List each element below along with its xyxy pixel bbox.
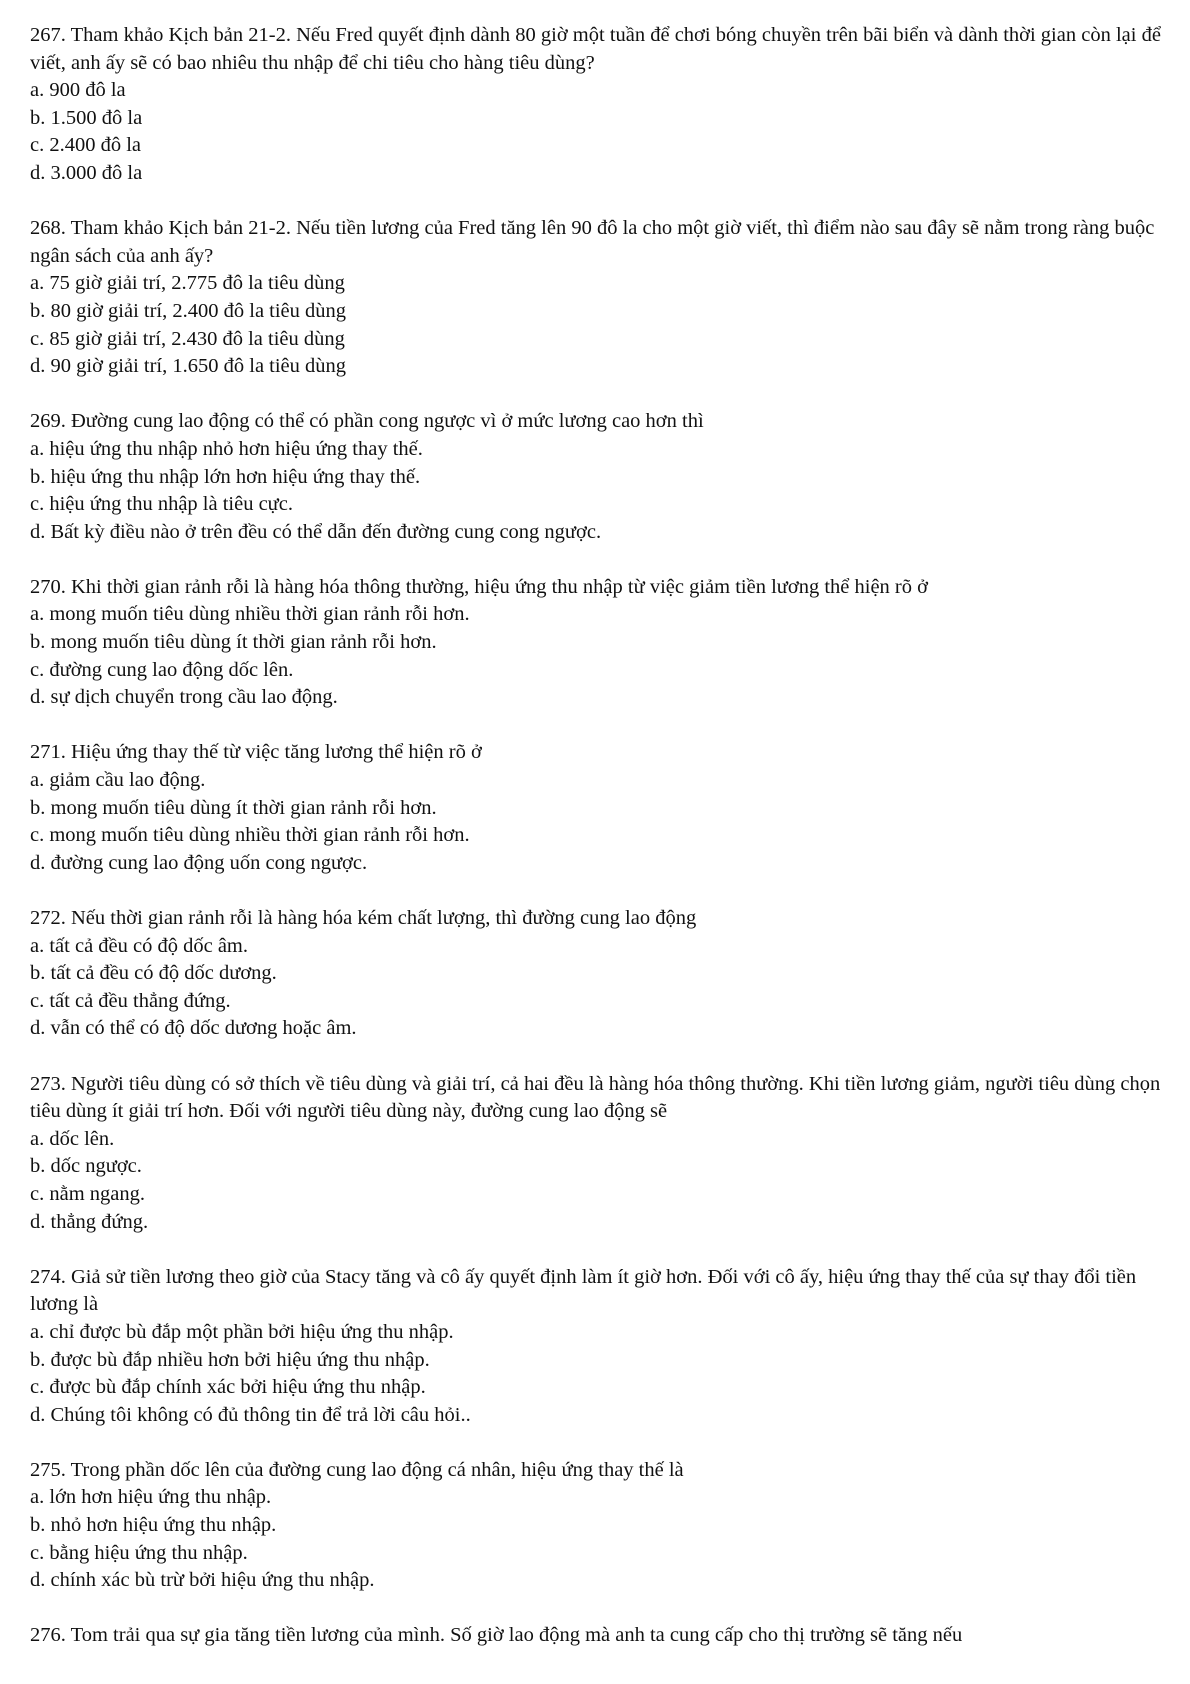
- question-268: [30, 215, 1170, 381]
- answer-option-c: c. mong muốn tiêu dùng nhiều thời gian rảnh rỗi hơn.: [30, 824, 470, 847]
- answer-option-b: b. 80 giờ giải trí, 2.400 đô la tiêu dùng: [30, 299, 347, 322]
- answer-option-d: d. vẫn có thể có độ dốc dương hoặc âm.: [30, 1017, 357, 1040]
- answer-option-b: b. được bù đắp nhiều hơn bởi hiệu ứng thu nhập.: [30, 1348, 430, 1371]
- question-text: 267. Tham khảo Kịch bản 21-2. Nếu Fred quyết định dành 80 giờ một tuần để chơi bóng chuyền trên bãi biển và dành thời gian còn lại để viết, anh ấy sẽ có bao nhiêu thu nhập để chi tiêu cho hàng tiêu dùng?: [30, 24, 1161, 74]
- answer-option-a: a. 75 giờ giải trí, 2.775 đô la tiêu dùng: [30, 272, 345, 295]
- answer-options: [30, 1319, 1170, 1429]
- answer-option-d: d. Chúng tôi không có đủ thông tin để trả lời câu hỏi..: [30, 1403, 471, 1426]
- answer-option-a: a. giảm cầu lao động.: [30, 769, 206, 792]
- answer-option-c: c. hiệu ứng thu nhập là tiêu cực.: [30, 493, 294, 516]
- answer-options: [30, 270, 1170, 380]
- question-text: 268. Tham khảo Kịch bản 21-2. Nếu tiền lương của Fred tăng lên 90 đô la cho một giờ viết, thì điểm nào sau đây sẽ nằm trong ràng buộc ngân sách của anh ấy?: [30, 217, 1155, 267]
- answer-option-d: d. đường cung lao động uốn cong ngược.: [30, 851, 368, 874]
- answer-option-c: c. đường cung lao động dốc lên.: [30, 658, 294, 681]
- answer-option-b: b. hiệu ứng thu nhập lớn hơn hiệu ứng thay thế.: [30, 465, 421, 488]
- question-269: [30, 408, 1170, 546]
- question-267: [30, 22, 1170, 188]
- question-270: [30, 574, 1170, 712]
- answer-option-d: d. Bất kỳ điều nào ở trên đều có thể dẫn đến đường cung cong ngược.: [30, 520, 602, 543]
- answer-options: [30, 1484, 1170, 1594]
- answer-option-c: c. bằng hiệu ứng thu nhập.: [30, 1541, 248, 1564]
- document-page: [30, 22, 1170, 1678]
- answer-option-b: b. nhỏ hơn hiệu ứng thu nhập.: [30, 1514, 277, 1537]
- answer-option-c: c. được bù đắp chính xác bởi hiệu ứng thu nhập.: [30, 1376, 426, 1399]
- question-text: 269. Đường cung lao động có thể có phần cong ngược vì ở mức lương cao hơn thì: [30, 410, 704, 433]
- question-text: 274. Giả sử tiền lương theo giờ của Stacy tăng và cô ấy quyết định làm ít giờ hơn. Đối với cô ấy, hiệu ứng thay thế của sự thay đổi tiền lương là: [30, 1265, 1137, 1316]
- answer-option-a: a. tất cả đều có độ dốc âm.: [30, 934, 249, 957]
- question-272: [30, 905, 1170, 1043]
- answer-option-d: d. 3.000 đô la: [30, 161, 143, 184]
- answer-option-b: b. tất cả đều có độ dốc dương.: [30, 962, 277, 985]
- answer-options: [30, 436, 1170, 546]
- question-275: [30, 1457, 1170, 1595]
- answer-option-a: a. hiệu ứng thu nhập nhỏ hơn hiệu ứng thay thế.: [30, 437, 423, 460]
- answer-option-a: a. 900 đô la: [30, 79, 126, 102]
- answer-option-a: a. dốc lên.: [30, 1127, 115, 1150]
- question-text: 272. Nếu thời gian rảnh rỗi là hàng hóa kém chất lượng, thì đường cung lao động: [30, 907, 697, 929]
- answer-option-a: a. chỉ được bù đắp một phần bởi hiệu ứng thu nhập.: [30, 1320, 454, 1343]
- question-text: 271. Hiệu ứng thay thế từ việc tăng lương thể hiện rõ ở: [30, 741, 482, 764]
- question-text: 273. Người tiêu dùng có sở thích về tiêu dùng và giải trí, cả hai đều là hàng hóa thông thường. Khi tiền lương giảm, người tiêu dùng chọn tiêu dùng ít giải trí hơn. Đối với người tiêu dùng này, đường cung lao động sẽ: [30, 1072, 1161, 1123]
- answer-option-b: b. mong muốn tiêu dùng ít thời gian rảnh rỗi hơn.: [30, 631, 437, 654]
- answer-option-c: c. 85 giờ giải trí, 2.430 đô la tiêu dùng: [30, 327, 345, 350]
- answer-option-a: a. lớn hơn hiệu ứng thu nhập.: [30, 1486, 272, 1509]
- question-text: 270. Khi thời gian rảnh rỗi là hàng hóa thông thường, hiệu ứng thu nhập từ việc giảm tiền lương thể hiện rõ ở: [30, 575, 928, 598]
- answer-option-d: d. thẳng đứng.: [30, 1210, 149, 1233]
- answer-option-d: d. 90 giờ giải trí, 1.650 đô la tiêu dùng: [30, 355, 347, 378]
- answer-option-c: c. nằm ngang.: [30, 1182, 145, 1205]
- answer-option-c: c. tất cả đều thẳng đứng.: [30, 989, 231, 1012]
- answer-options: [30, 767, 1170, 877]
- answer-option-c: c. 2.400 đô la: [30, 134, 142, 157]
- question-276: [30, 1622, 1170, 1650]
- answer-option-b: b. 1.500 đô la: [30, 106, 143, 129]
- question-text: 275. Trong phần dốc lên của đường cung lao động cá nhân, hiệu ứng thay thế là: [30, 1458, 684, 1481]
- answer-option-b: b. mong muốn tiêu dùng ít thời gian rảnh rỗi hơn.: [30, 796, 437, 819]
- answer-options: [30, 933, 1170, 1043]
- answer-option-a: a. mong muốn tiêu dùng nhiều thời gian rảnh rỗi hơn.: [30, 603, 470, 626]
- answer-option-d: d. sự dịch chuyển trong cầu lao động.: [30, 686, 338, 709]
- question-273: [30, 1071, 1170, 1237]
- answer-options: [30, 1126, 1170, 1236]
- answer-options: [30, 601, 1170, 711]
- answer-option-d: d. chính xác bù trừ bởi hiệu ứng thu nhập.: [30, 1569, 375, 1592]
- question-text: 276. Tom trải qua sự gia tăng tiền lương của mình. Số giờ lao động mà anh ta cung cấp cho thị trường sẽ tăng nếu: [30, 1624, 963, 1647]
- question-274: [30, 1264, 1170, 1430]
- answer-option-b: b. dốc ngược.: [30, 1155, 142, 1178]
- question-271: [30, 739, 1170, 877]
- answer-options: [30, 77, 1170, 187]
